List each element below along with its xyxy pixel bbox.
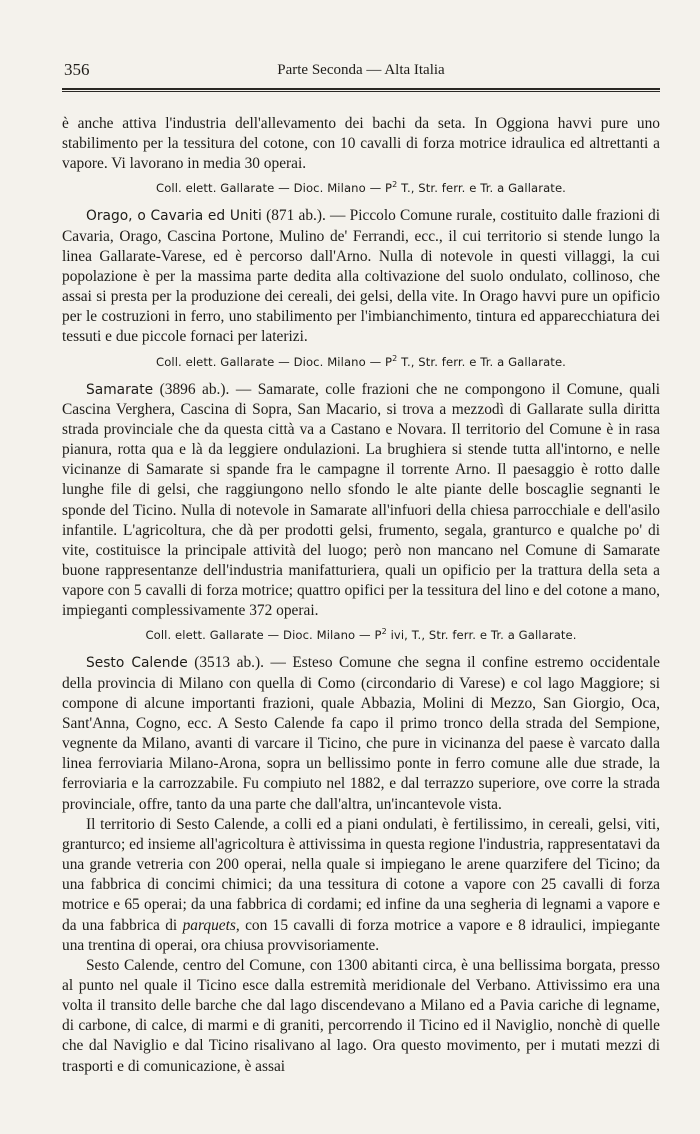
collegi-line: Coll. elett. Gallarate — Dioc. Milano — $P^2$ T., Str. ferr. e Tr. a Gallarate.: [156, 353, 566, 369]
collegi-line: Coll. elett. Gallarate — Dioc. Milano — $P^2$ ivi, T., Str. ferr. e Tr. a Gallarate.: [145, 627, 577, 643]
entry-name: Samarate: [86, 381, 154, 398]
page-body: [62, 114, 660, 1077]
collegi-line: Coll. elett. Gallarate — Dioc. Milano — $P^2$ T., Str. ferr. e Tr. a Gallarate.: [156, 180, 566, 196]
entry-text: (871 ab.). — Piccolo Comune rurale, costituito dalle frazioni di Cavaria, Orago, Cascina Portone, Mulino de' Ferrandi, ecc., il cui territorio si stende lungo la linea Gallarate-Varese, ed è percorso dall'Arno. Nulla di notevole in questi villaggi, la cui popolazione è per la massima parte dedita alla coltivazione del suolo ondulato, collinoso, che assai si presta per la produzione dei cereali, dei gelsi, della vite. In Orago havvi pure un opificio per le costruzioni in ferro, uno stabilimento per l'imbianchimento, tintura ed apparecchiatura dei tessuti e due piccole fornaci per laterizi.: [62, 207, 661, 346]
page-header: [62, 58, 660, 82]
entry-name: Sesto Calende: [86, 655, 188, 672]
entry-name: Orago, o Cavaria ed Uniti: [86, 208, 262, 225]
entry-text: (3513 ab.). — Esteso Comune che segna il confine estremo occidentale della provincia di Milano con quella di Como (circondario di Varese) e col lago Maggiore; si compone di alcune importanti frazioni, quale Abbazia, Molini di Mezzo, San Giorgio, Oca, Sant'Anna, Cogno, ecc. A Sesto Calende fa capo il primo tronco della strada del Sempione, vegnente da Milano, avanti di varcare il Ticino, che pure in vicinanza del paese è varcato dalla linea ferroviaria Milano-Arona, sopra un bellissimo ponte in ferro comune alle due strade, la ferroviaria e la carrozzabile. Fu compiuto nel 1882, e dal terrazzo superiore, ove corre la strada provinciale, offre, tanto da una parte che dall'altra, un'incantevole vista.: [62, 654, 660, 813]
entry-samarate: [62, 380, 660, 622]
opening-paragraph: è anche attiva l'industria dell'allevamento dei bachi da seta. In Oggiona havvi pure uno stabilimento per la tessitura del cotone, con 10 cavalli di forza motrice idraulica ed altrettanti a vapore. Vi lavorano in media 30 operai.: [62, 115, 660, 173]
entry-text: (3896 ab.). — Samarate, colle frazioni che ne compongono il Comune, quali Cascina Verghera, Cascina di Sopra, San Macario, si trova a mezzodì di Gallarate sulla diritta strada provinciale che da questa città va a Castano e Novara. Il territorio del Comune è in rasa pianura, rotta qua e là da leggiere ondulazioni. La brughiera si stende tutta all'intorno, e nelle vicinanze di Samarate si spande fra le campagne il torrente Arno. Il paesaggio è rotto dalle lunghe file di gelsi, che raggiungono nello sfondo le alte piante delle boscaglie segnanti le sponde del Ticino. Nulla di notevole in Samarate all'infuori della chiesa parrocchiale e dell'asilo infantile. L'agricoltura, che dà per prodotti gelsi, frumento, segala, granturco e qualche po' di vite, costituisce la principale attività del luogo; però non mancano nel Comune di Samarate buone rappresentanze dell'industria manifatturiera, quali un opificio per la trattura della seta a vapore con 5 cavalli di forza motrice; quattro opifici per la tessitura del lino e del cotone a mano, impieganti complessivamente 372 operai.: [62, 380, 660, 620]
entry-orago: [62, 206, 660, 347]
paragraph-centro: Sesto Calende, centro del Comune, con 1300 abitanti circa, è una bellissima borgata, presso al punto nel quale il Ticino esce dalla estremità meridionale del Verbano. Attivissimo era una volta il transito delle barche che dal lago discendevano a Milano ed a Pavia cariche di legname, di carbone, di calce, di marmi e di graniti, percorrendo il Ticino ed il Naviglio, nonchè di quelle che dal Naviglio e dal Ticino risalivano al lago. Ora questo movimento, per i mutati mezzi di trasporti e di comunicazione, è assai: [62, 956, 660, 1075]
header-rule: [62, 88, 660, 92]
page-number: 356: [64, 60, 90, 79]
entry-sesto-calende: [62, 653, 660, 814]
paragraph-territorio: Il territorio di Sesto Calende, a colli ed a piani ondulati, è fertilissimo, in cereali, gelsi, viti, granturco; ed insieme all'agricoltura è attivissima in questa regione l'industria, rappresentatavi da una grande vetreria con 200 operai, nella quale si impiegano le arene quarzifere del Ticino; da una fabbrica di concimi chimici; da una tessitura di cotone a vapore con 25 cavalli di forza motrice e 65 operai; da una fabbrica di cordami; ed infine da una segheria di legnami a vapore e da una fabbrica di parquets, con 15 cavalli di forza motrice a vapore e 8 idraulici, impiegante una trentina di operai, ora chiusa provvisoriamente.: [62, 815, 660, 954]
running-title: Parte Seconda — Alta Italia: [277, 62, 445, 78]
